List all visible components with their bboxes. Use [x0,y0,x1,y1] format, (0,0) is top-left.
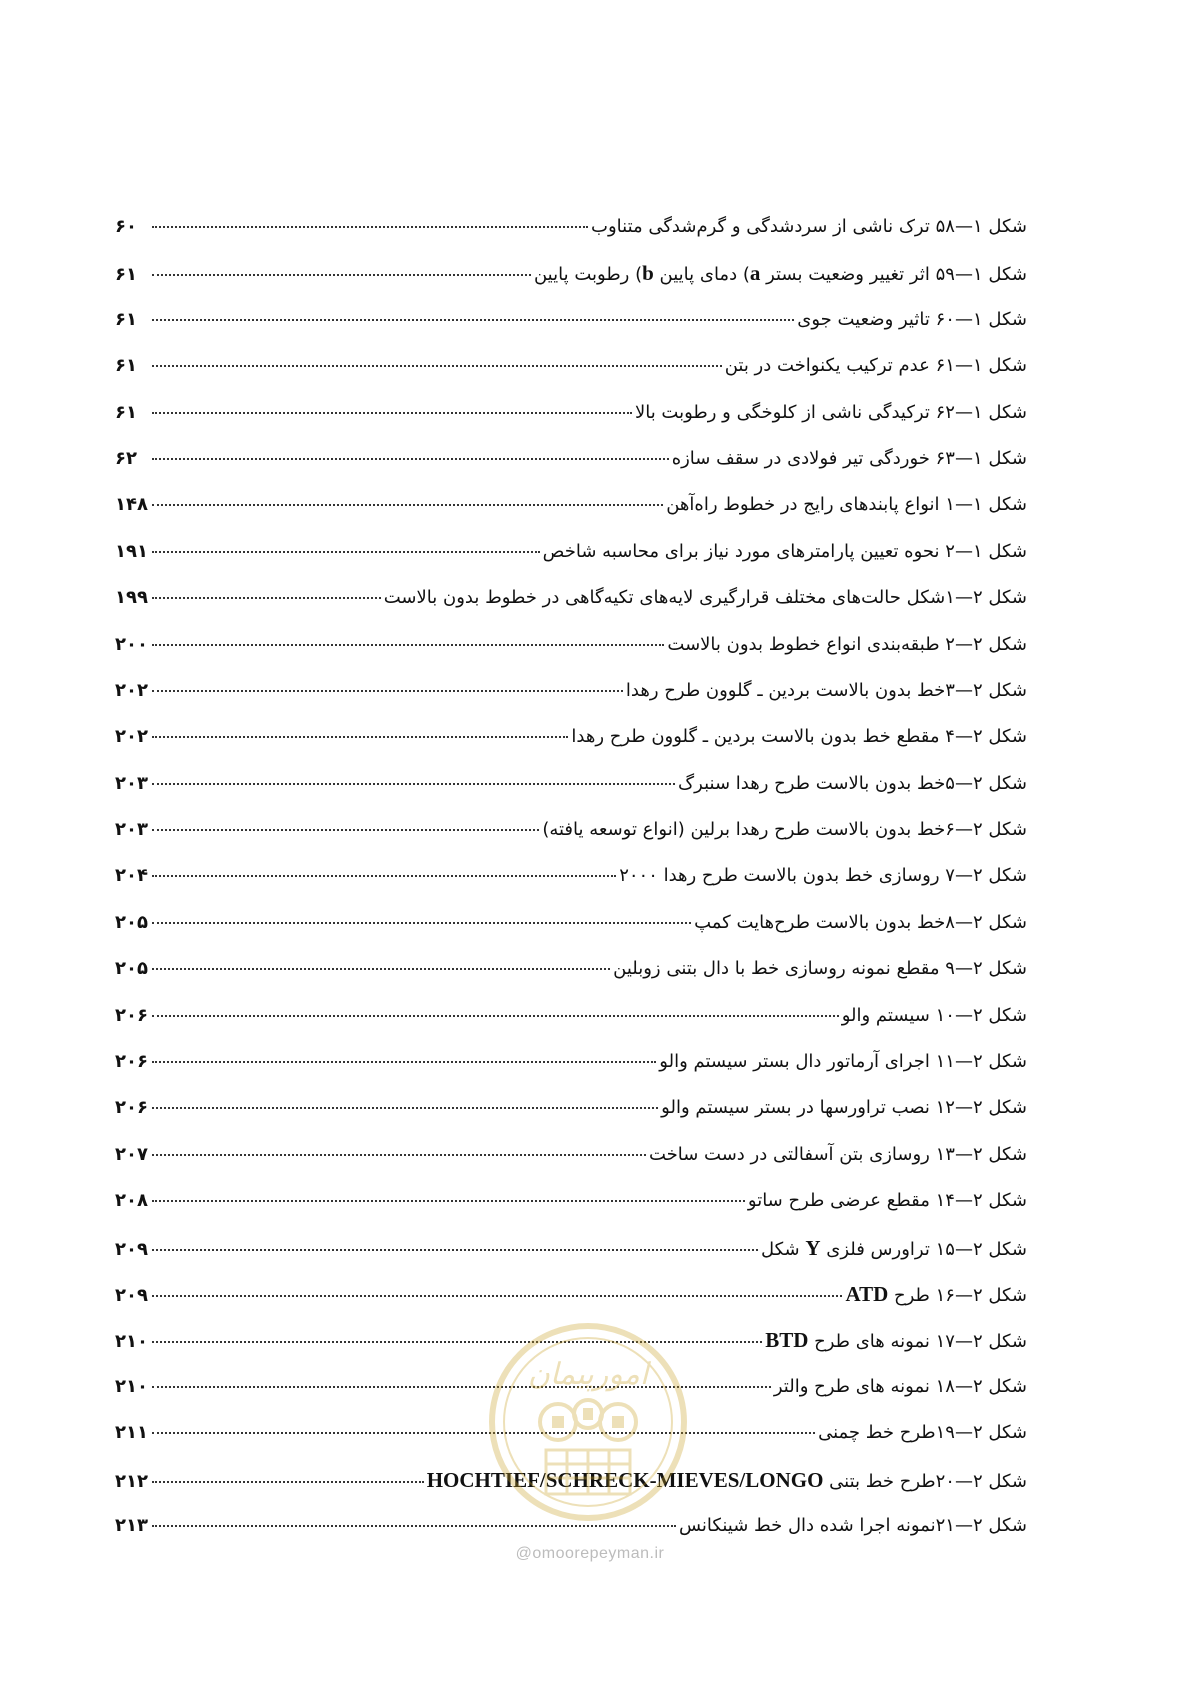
toc-row[interactable] [115,958,1027,1004]
toc-entry-title-part: ) دمای پایین [653,264,750,286]
watermark-logo-icon [488,1322,688,1522]
toc-page-number: ۲۰۳ [115,772,148,794]
toc-entry-label [765,1329,1027,1353]
toc-row[interactable] [115,309,1027,355]
toc-entry-label [678,773,1027,795]
toc-entry-title: شکل ۲—۱۳ روسازی بتن آسفالتی در دست ساخت [648,1143,1027,1165]
toc-entry-label [384,587,1027,609]
toc-row[interactable] [115,1051,1027,1097]
toc-entry-label [725,355,1027,377]
toc-dot-leader [152,1525,676,1527]
toc-row[interactable] [115,1237,1027,1283]
toc-dot-leader [152,783,675,785]
toc-row[interactable] [115,865,1027,911]
toc-page-number: ۲۰۲ [115,679,148,701]
toc-page-number: ۲۱۰ [115,1375,148,1397]
toc-entry-title: شکل ۲—۱۰ سیستم والو [841,1004,1027,1026]
toc-entry-title: شکل ۱—۵۸ ترک ناشی از سردشدگی و گرم‌شدگی متناوب [591,216,1027,237]
toc-entry-label [649,1144,1027,1166]
toc-dot-leader [152,1432,815,1434]
toc-dot-leader [152,551,540,553]
watermark-site: @omoorepeyman.ir [515,1545,665,1562]
toc-page-number: ۲۰۸ [115,1190,148,1212]
toc-dot-leader [152,412,632,414]
toc-page-number: ۶۱ [115,264,137,286]
toc-entry-label [591,216,1027,238]
toc-page-number: ۲۰۴ [115,865,148,887]
toc-dot-leader [152,922,691,924]
toc-page-number: ۶۰ [115,216,137,237]
toc-row[interactable] [115,819,1027,865]
toc-entry-title: شکل ۲—۶خط بدون بالاست طرح رهدا برلین (انواع توسعه یافته) [542,819,1027,841]
toc-page-number: ۲۰۲ [115,726,148,748]
toc-page-number: ۲۱۳ [115,1514,148,1536]
toc-dot-leader [152,319,794,321]
toc-entry-label [818,1422,1027,1444]
toc-entry-title: شکل ۲—۱۸ نمونه های طرح والتر [773,1375,1027,1397]
toc-dot-leader [152,1154,646,1156]
toc-entry-latin-term: BTD [765,1328,809,1353]
toc-row[interactable] [115,1005,1027,1051]
toc-entry-label [774,1376,1027,1398]
toc-entry-title: شکل ۲—۹ مقطع نمونه روسازی خط با دال بتنی زوبلین [613,958,1027,980]
toc-row[interactable] [115,494,1027,540]
toc-row[interactable] [115,448,1027,494]
toc-entry-label [842,1005,1027,1027]
toc-row[interactable] [115,355,1027,401]
toc-entry-title: شکل ۲—۱۷ نمونه های طرح [808,1331,1027,1353]
toc-dot-leader [152,365,722,367]
toc-page-number: ۱۴۸ [115,494,148,516]
toc-entry-title: شکل ۲—۱۹طرح خط چمنی [818,1422,1027,1444]
toc-entry-latin-term: HOCHTIEF/SCHRECK-MIEVES/LONGO [426,1467,824,1492]
toc-page-number: ۶۱ [115,401,137,423]
toc-row[interactable] [115,216,1027,262]
toc-entry-label [635,402,1027,424]
toc-row[interactable] [115,541,1027,587]
toc-row[interactable] [115,1190,1027,1236]
toc-dot-leader [152,1061,656,1063]
toc-entry-title: شکل ۱—۱ انواع پابندهای رایج در خطوط راه‌آهن [666,494,1027,516]
toc-dot-leader [152,504,663,506]
toc-entry-title: شکل ۲—۱۶ طرح [888,1284,1027,1306]
toc-page-number: ۲۰۳ [115,819,148,841]
toc-entry-latin-term: a [749,261,761,286]
toc-dot-leader [152,1481,424,1483]
toc-dot-leader [152,274,531,276]
toc-entry-title: شکل ۲—۱۱ اجرای آرماتور دال بستر سیستم والو [659,1051,1027,1073]
toc-row[interactable] [115,634,1027,680]
toc-row[interactable] [115,262,1027,308]
toc-page-number: ۲۱۱ [115,1422,148,1444]
toc-entry-title: شکل ۲—۷ روسازی خط بدون بالاست طرح رهدا ۲۰۰۰ [619,865,1027,887]
toc-page-number: ۲۰۹ [115,1284,148,1306]
toc-row[interactable] [115,1097,1027,1143]
toc-entry-label [613,958,1027,980]
toc-entry-title: شکل ۱—۶۲ ترکیدگی ناشی از کلوخگی و رطوبت بالا [634,401,1027,423]
toc-page-number: ۲۰۶ [115,1004,148,1026]
toc-dot-leader [152,644,664,646]
toc-page-number: ۲۱۰ [115,1331,148,1353]
toc-entry-latin-term: b [642,261,654,286]
toc-dot-leader [152,875,616,877]
toc-page-number: ۶۱ [115,308,137,330]
toc-dot-leader [152,1249,758,1251]
toc-row[interactable] [115,773,1027,819]
toc-page-number: ۲۰۶ [115,1097,148,1119]
toc-entry-label [534,262,1027,286]
toc-entry-label [845,1283,1027,1307]
toc-entry-label [679,1515,1027,1537]
toc-dot-leader [152,1107,658,1109]
toc-entry-title-part: شکل [760,1238,806,1260]
toc-dot-leader [152,968,610,970]
toc-row[interactable] [115,587,1027,633]
toc-dot-leader [152,1295,842,1297]
toc-entry-title: شکل ۲—۱۴ مقطع عرضی طرح ساتو [747,1190,1027,1212]
toc-entry-title: شکل ۱—۶۳ خوردگی تیر فولادی در سقف سازه [671,447,1027,469]
toc-entry-title: شکل ۱—۵۹ اثر تغییر وضعیت بستر [760,264,1027,286]
toc-dot-leader [152,1015,839,1017]
toc-entry-title: شکل ۲—۵خط بدون بالاست طرح رهدا سنبرگ [678,772,1027,794]
toc-entry-label [543,541,1027,563]
toc-row[interactable] [115,1144,1027,1190]
toc-entry-title: شکل ۱—۶۰ تاثیر وضعیت جوی [797,308,1027,330]
toc-entry-label [797,309,1027,331]
toc-entry-latin-term: ATD [845,1281,889,1306]
toc-entry-title: شکل ۲—۲۱نمونه اجرا شده دال خط شینکانس [678,1514,1027,1536]
toc-page-number: ۲۱۲ [115,1470,148,1492]
toc-entry-label [542,819,1027,841]
toc-entry-label [694,912,1027,934]
toc-row[interactable] [115,402,1027,448]
toc-entry-label [667,634,1027,656]
toc-entry-label [619,865,1027,887]
toc-page-number: ۱۹۹ [115,587,148,609]
toc-entry-title-part: ) رطوبت پایین [533,264,643,286]
toc-entry-title: شکل ۲—۴ مقطع خط بدون بالاست بردین ـ گلوون طرح رهدا [571,726,1027,748]
toc-entry-title: شکل ۲—۳خط بدون بالاست بردین ـ گلوون طرح رهدا [625,679,1027,701]
toc-entry-label [748,1190,1027,1212]
toc-page-number: ۲۰۶ [115,1051,148,1073]
toc-dot-leader [152,690,623,692]
toc-entry-label [626,680,1027,702]
toc-entry-label [659,1051,1027,1073]
toc-entry-label [661,1097,1027,1119]
toc-page-number: ۱۹۱ [115,540,148,562]
toc-page-number: ۲۰۹ [115,1238,148,1260]
toc-entry-title: شکل ۲—۱۵ تراورس فلزی [820,1238,1027,1260]
toc-row[interactable] [115,726,1027,772]
toc-page-number: ۶۱ [115,355,137,377]
toc-entry-title: شکل ۲—۲ طبقه‌بندی انواع خطوط بدون بالاست [667,633,1027,655]
toc-dot-leader [152,597,381,599]
toc-entry-title: شکل ۱—۲ نحوه تعیین پارامترهای مورد نیاز برای محاسبه شاخص [542,540,1027,562]
toc-dot-leader [152,736,568,738]
toc-entry-title: شکل ۲—۱۲ نصب تراورسها در بستر سیستم والو [661,1097,1027,1119]
toc-dot-leader [152,226,588,228]
toc-row[interactable] [115,680,1027,726]
toc-dot-leader [152,1200,745,1202]
toc-row[interactable] [115,912,1027,958]
watermark-logo-text: امورپیمان [527,1357,649,1392]
toc-entry-label [571,726,1027,748]
toc-entry-label [761,1237,1027,1261]
toc-entry-latin-term: Y [805,1235,821,1260]
toc-entry-label [672,448,1027,470]
toc-entry-title: شکل ۲—۱شکل حالت‌های مختلف قرارگیری لایه‌های تکیه‌گاهی در خطوط بدون بالاست [383,587,1027,609]
toc-entry-title: شکل ۲—۲۰طرح خط بتنی [823,1470,1027,1492]
toc-entry-label [666,494,1027,516]
toc-page-number: ۲۰۰ [115,633,148,655]
toc-page-number: ۲۰۵ [115,911,148,933]
toc-dot-leader [152,458,669,460]
toc-dot-leader [152,829,539,831]
toc-page-number: ۲۰۷ [115,1143,148,1165]
toc-page-number: ۶۲ [115,447,137,469]
toc-page-number: ۲۰۵ [115,958,148,980]
toc-entry-title: شکل ۱—۶۱ عدم ترکیب یکنواخت در بتن [724,355,1027,377]
toc-entry-title: شکل ۲—۸خط بدون بالاست طرح‌هایت کمپ [694,911,1027,933]
